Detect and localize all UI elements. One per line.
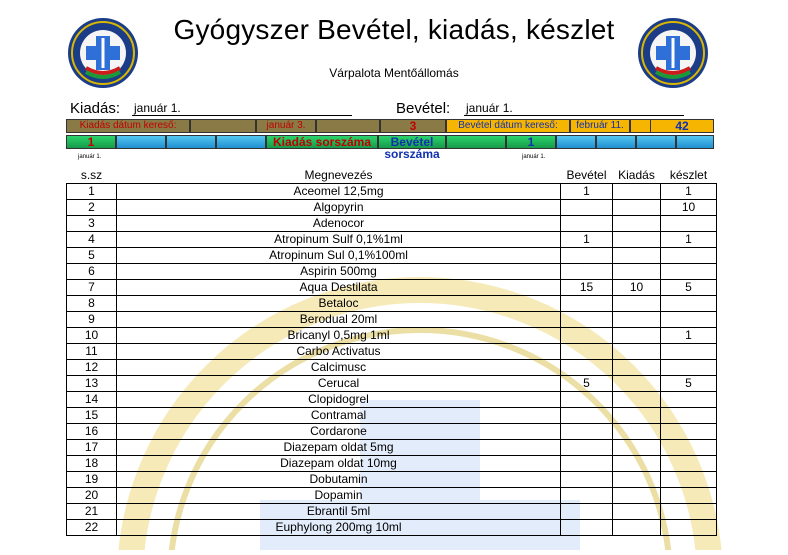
drug-name[interactable]: Cordarone (117, 424, 561, 440)
row-number[interactable]: 19 (67, 472, 117, 488)
row-number[interactable]: 5 (67, 248, 117, 264)
kiadas-value[interactable] (613, 344, 661, 360)
kiadas-value[interactable] (613, 392, 661, 408)
keszlet-value[interactable] (661, 488, 717, 504)
drug-name[interactable]: Adenocor (117, 216, 561, 232)
keszlet-value[interactable] (661, 408, 717, 424)
keszlet-value[interactable] (661, 520, 717, 536)
row-number[interactable]: 22 (67, 520, 117, 536)
row-number[interactable]: 4 (67, 232, 117, 248)
drug-name[interactable]: Aceomel 12,5mg (117, 184, 561, 200)
bevetel-value[interactable] (561, 200, 613, 216)
bevetel-value[interactable] (561, 520, 613, 536)
col-header-kiadas: Kiadás (618, 168, 655, 182)
bevetel-value[interactable]: 1 (561, 232, 613, 248)
drug-name[interactable]: Dopamin (117, 488, 561, 504)
row-number[interactable]: 1 (67, 184, 117, 200)
bevetel-sorszam-step[interactable] (636, 135, 676, 149)
kiadas-search-spacer (190, 119, 256, 133)
drug-name[interactable]: Atropinum Sulf 0,1%1ml (117, 232, 561, 248)
keszlet-value[interactable] (661, 456, 717, 472)
row-number[interactable]: 16 (67, 424, 117, 440)
table-row (67, 296, 717, 312)
table-row (67, 472, 717, 488)
table-row (67, 376, 717, 392)
keszlet-value[interactable] (661, 360, 717, 376)
row-number[interactable]: 20 (67, 488, 117, 504)
keszlet-value[interactable] (661, 504, 717, 520)
keszlet-value[interactable]: 10 (661, 200, 717, 216)
kiadas-value[interactable] (613, 328, 661, 344)
kiadas-value[interactable] (613, 472, 661, 488)
col-header-keszlet: készlet (669, 168, 708, 182)
kiadas-sorszam-label: Kiadás sorszáma (266, 135, 378, 149)
drug-name[interactable]: Carbo Activatus (117, 344, 561, 360)
kiadas-value[interactable] (613, 216, 661, 232)
row-number[interactable]: 12 (67, 360, 117, 376)
row-number[interactable]: 3 (67, 216, 117, 232)
keszlet-value[interactable]: 5 (661, 280, 717, 296)
kiadas-search-label: Kiadás dátum kereső: (66, 119, 190, 133)
bevetel-date-field[interactable]: január 1. (466, 101, 513, 115)
bevetel-value[interactable]: 1 (561, 184, 613, 200)
bevetel-value[interactable] (561, 488, 613, 504)
table-row (67, 504, 717, 520)
table-row (67, 312, 717, 328)
inventory-table (66, 168, 717, 536)
table-row (67, 440, 717, 456)
table-row (67, 408, 717, 424)
drug-name[interactable]: Dobutamin (117, 472, 561, 488)
row-number[interactable]: 13 (67, 376, 117, 392)
bevetel-value[interactable] (561, 424, 613, 440)
row-number[interactable]: 14 (67, 392, 117, 408)
kiadas-value[interactable] (613, 200, 661, 216)
table-row (67, 200, 717, 216)
bevetel-value[interactable] (561, 392, 613, 408)
bevetel-value[interactable] (561, 344, 613, 360)
keszlet-value[interactable] (661, 392, 717, 408)
kiadas-value[interactable] (613, 248, 661, 264)
keszlet-value[interactable] (661, 424, 717, 440)
kiadas-value[interactable] (613, 504, 661, 520)
drug-name[interactable]: Bricanyl 0,5mg 1ml (117, 328, 561, 344)
keszlet-value[interactable]: 1 (661, 328, 717, 344)
row-number[interactable]: 21 (67, 504, 117, 520)
row-number[interactable]: 2 (67, 200, 117, 216)
bevetel-value[interactable] (561, 456, 613, 472)
keszlet-value[interactable]: 1 (661, 184, 717, 200)
drug-name[interactable]: Cerucal (117, 376, 561, 392)
bevetel-value[interactable] (561, 360, 613, 376)
keszlet-value[interactable] (661, 344, 717, 360)
table-row (67, 360, 717, 376)
row-number[interactable]: 7 (67, 280, 117, 296)
drug-name[interactable]: Algopyrin (117, 200, 561, 216)
table-row (67, 216, 717, 232)
drug-name[interactable]: Clopidogrel (117, 392, 561, 408)
table-row (67, 424, 717, 440)
bevetel-value[interactable] (561, 216, 613, 232)
kiadas-search-date[interactable]: január 3. (256, 119, 316, 133)
kiadas-value[interactable] (613, 408, 661, 424)
table-row (67, 184, 717, 200)
kiadas-sorszam-step[interactable] (216, 135, 266, 149)
keszlet-value[interactable] (661, 248, 717, 264)
kiadas-value[interactable] (613, 424, 661, 440)
kiadas-label: Kiadás: (70, 100, 121, 117)
kiadas-value[interactable] (613, 264, 661, 280)
table-row (67, 232, 717, 248)
col-header-megnevezes: Megnevezés (304, 168, 373, 182)
row-number[interactable]: 11 (67, 344, 117, 360)
bevetel-search-label: Bevétel dátum kereső: (446, 119, 570, 133)
bevetel-value[interactable] (561, 328, 613, 344)
kiadas-date-field[interactable]: január 1. (134, 101, 181, 115)
keszlet-value[interactable] (661, 296, 717, 312)
drug-name[interactable]: Diazepam oldat 5mg (117, 440, 561, 456)
row-number[interactable]: 18 (67, 456, 117, 472)
bevetel-sorszam-step[interactable] (676, 135, 714, 149)
bevetel-sorszam-step[interactable] (596, 135, 636, 149)
bevetel-sorszam-label: Bevétel sorszáma (378, 135, 446, 149)
table-row (67, 392, 717, 408)
page-title: Gyógyszer Bevétel, kiadás, készlet (173, 14, 615, 45)
bevetel-label: Bevétel: (396, 100, 451, 117)
kiadas-value[interactable] (613, 376, 661, 392)
keszlet-value[interactable]: 5 (661, 376, 717, 392)
bevetel-value[interactable] (561, 472, 613, 488)
kiadas-value[interactable] (613, 312, 661, 328)
drug-name[interactable]: Betaloc (117, 296, 561, 312)
table-row (67, 456, 717, 472)
table-row (67, 488, 717, 504)
row-number[interactable]: 9 (67, 312, 117, 328)
table-row (67, 328, 717, 344)
table-row (67, 248, 717, 264)
drug-name[interactable]: Berodual 20ml (117, 312, 561, 328)
station-subtitle: Várpalota Mentőállomás (329, 66, 459, 80)
drug-name[interactable]: Euphylong 200mg 10ml (117, 520, 561, 536)
bevetel-search-date[interactable]: február 11. (570, 119, 630, 133)
small-date-left: január 1. (78, 154, 102, 160)
row-number[interactable]: 17 (67, 440, 117, 456)
kiadas-value[interactable] (613, 488, 661, 504)
drug-name[interactable]: Ebrantil 5ml (117, 504, 561, 520)
drug-name[interactable]: Atropinum Sul 0,1%100ml (117, 248, 561, 264)
bevetel-sorszam-number: 1 (506, 135, 556, 149)
bevetel-value[interactable] (561, 296, 613, 312)
bevetel-sorszam-step[interactable] (556, 135, 596, 149)
row-number[interactable]: 15 (67, 408, 117, 424)
col-header-ssz: s.sz (80, 168, 103, 182)
row-number[interactable]: 10 (67, 328, 117, 344)
kiadas-value[interactable] (613, 296, 661, 312)
keszlet-value[interactable] (661, 440, 717, 456)
kiadas-search-spacer2 (316, 119, 380, 133)
keszlet-value[interactable]: 1 (661, 232, 717, 248)
bevetel-value[interactable]: 5 (561, 376, 613, 392)
kiadas-value[interactable] (613, 360, 661, 376)
bevetel-value[interactable] (561, 264, 613, 280)
drug-name[interactable]: Aqua Destilata (117, 280, 561, 296)
keszlet-value[interactable] (661, 264, 717, 280)
bevetel-value[interactable] (561, 440, 613, 456)
small-date-right: január 1. (522, 154, 546, 160)
keszlet-value[interactable] (661, 216, 717, 232)
kiadas-value[interactable]: 10 (613, 280, 661, 296)
table-row (67, 280, 717, 296)
drug-name[interactable]: Contramal (117, 408, 561, 424)
keszlet-value[interactable] (661, 312, 717, 328)
drug-name[interactable]: Calcimusc (117, 360, 561, 376)
bevetel-value[interactable] (561, 248, 613, 264)
kiadas-sorszam-step[interactable] (116, 135, 166, 149)
row-number[interactable]: 8 (67, 296, 117, 312)
row-number[interactable]: 6 (67, 264, 117, 280)
drug-name[interactable]: Diazepam oldat 10mg (117, 456, 561, 472)
search-bar-row (66, 119, 716, 134)
bevetel-value[interactable] (561, 312, 613, 328)
table-row (67, 344, 717, 360)
kiadas-sorszam-step[interactable] (166, 135, 216, 149)
bevetel-value[interactable] (561, 504, 613, 520)
kiadas-value[interactable] (613, 520, 661, 536)
bevetel-value[interactable]: 15 (561, 280, 613, 296)
kiadas-value[interactable] (613, 232, 661, 248)
table-row (67, 264, 717, 280)
bevetel-sorszam-spacer (446, 135, 506, 149)
kiadas-value[interactable] (613, 184, 661, 200)
kiadas-value[interactable] (613, 440, 661, 456)
kiadas-search-count: 3 (380, 119, 446, 133)
col-header-bevetel: Bevétel (566, 168, 607, 182)
kiadas-value[interactable] (613, 456, 661, 472)
table-row (67, 520, 717, 536)
keszlet-value[interactable] (661, 472, 717, 488)
drug-name[interactable]: Aspirin 500mg (117, 264, 561, 280)
bevetel-search-count: 42 (650, 119, 714, 133)
kiadas-sorszam-number: 1 (66, 135, 116, 149)
table-header-row (67, 168, 717, 184)
bevetel-value[interactable] (561, 408, 613, 424)
